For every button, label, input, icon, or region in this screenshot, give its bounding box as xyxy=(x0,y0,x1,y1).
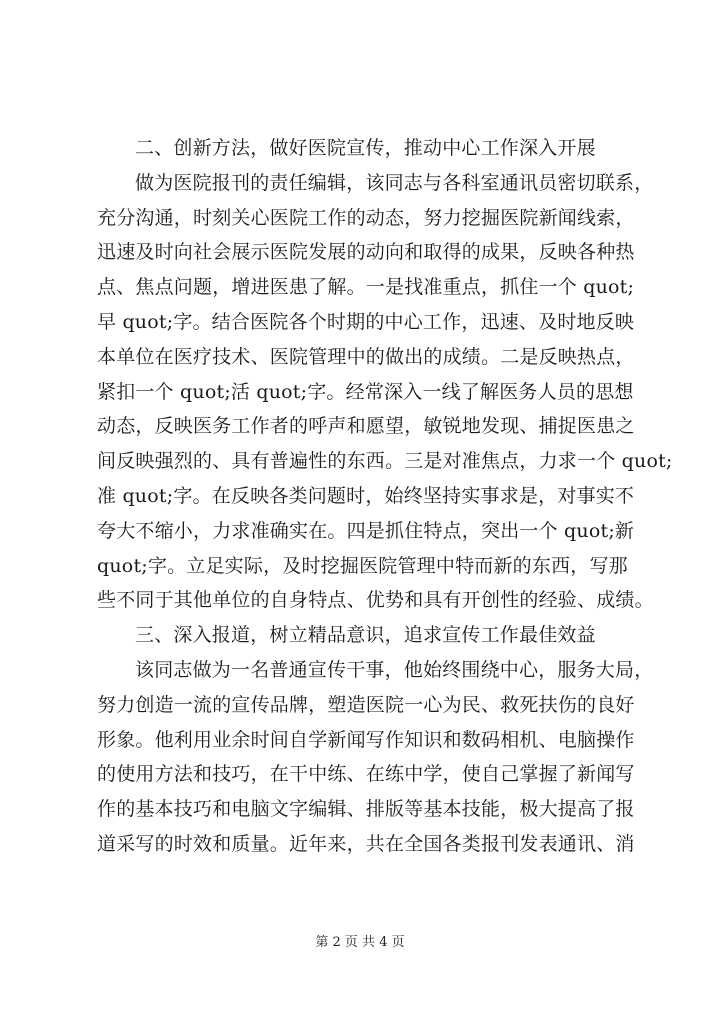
paragraph-line: 道采写的时效和质量。近年来，共在全国各类报刊发表通讯、消 xyxy=(97,832,635,855)
paragraph-line: 充分沟通，时刻关心医院工作的动态，努力挖掘医院新闻线索， xyxy=(97,206,635,229)
paragraph-line: 做为医院报刊的责任编辑，该同志与各科室通讯员密切联系， xyxy=(135,171,654,194)
paragraph-line: 努力创造一流的宣传品牌，塑造医院一心为民、救死扶伤的良好 xyxy=(97,693,635,716)
paragraph-line: 该同志做为一名普通宣传干事，他始终围绕中心，服务大局， xyxy=(135,658,654,681)
paragraph-line: 紧扣一个 quot;活 quot;字。经常深入一线了解医务人员的思想 xyxy=(97,380,634,403)
paragraph-line: quot;字。立足实际，及时挖掘医院管理中特而新的东西，写那 xyxy=(97,554,628,577)
section-heading: 三、深入报道，树立精品意识，追求宣传工作最佳效益 xyxy=(135,624,596,647)
paragraph-line: 点、焦点问题，增进医患了解。一是找准重点，抓住一个 quot; xyxy=(97,276,635,299)
paragraph-line: 本单位在医疗技术、医院管理中的做出的成绩。二是反映热点， xyxy=(97,345,635,368)
paragraph-line: 些不同于其他单位的自身特点、优势和具有开创性的经验、成绩。 xyxy=(97,589,654,612)
paragraph-line: 作的基本技巧和电脑文字编辑、排版等基本技能，极大提高了报 xyxy=(97,798,635,821)
page-footer: 第 2 页 共 4 页 xyxy=(315,935,405,950)
paragraph-line: 间反映强烈的、具有普遍性的东西。三是对准焦点，力求一个 quot; xyxy=(97,450,673,473)
paragraph-line: 动态，反映医务工作者的呼声和愿望，敏锐地发现、捕捉医患之 xyxy=(97,415,635,438)
paragraph-line: 的使用方法和技巧，在干中练、在练中学，使自己掌握了新闻写 xyxy=(97,763,635,786)
paragraph-line: 早 quot;字。结合医院各个时期的中心工作，迅速、及时地反映 xyxy=(97,310,635,333)
paragraph-line: 准 quot;字。在反映各类问题时，始终坚持实事求是，对事实不 xyxy=(97,484,635,507)
paragraph-line: 形象。他利用业余时间自学新闻写作知识和数码相机、电脑操作 xyxy=(97,728,635,751)
paragraph-line: 夸大不缩小，力求准确实在。四是抓住特点，突出一个 quot;新 xyxy=(97,519,635,542)
section-heading: 二、创新方法，做好医院宣传，推动中心工作深入开展 xyxy=(135,137,596,159)
paragraph-line: 迅速及时向社会展示医院发展的动向和取得的成果，反映各种热 xyxy=(97,241,635,264)
body-text xyxy=(97,131,673,862)
